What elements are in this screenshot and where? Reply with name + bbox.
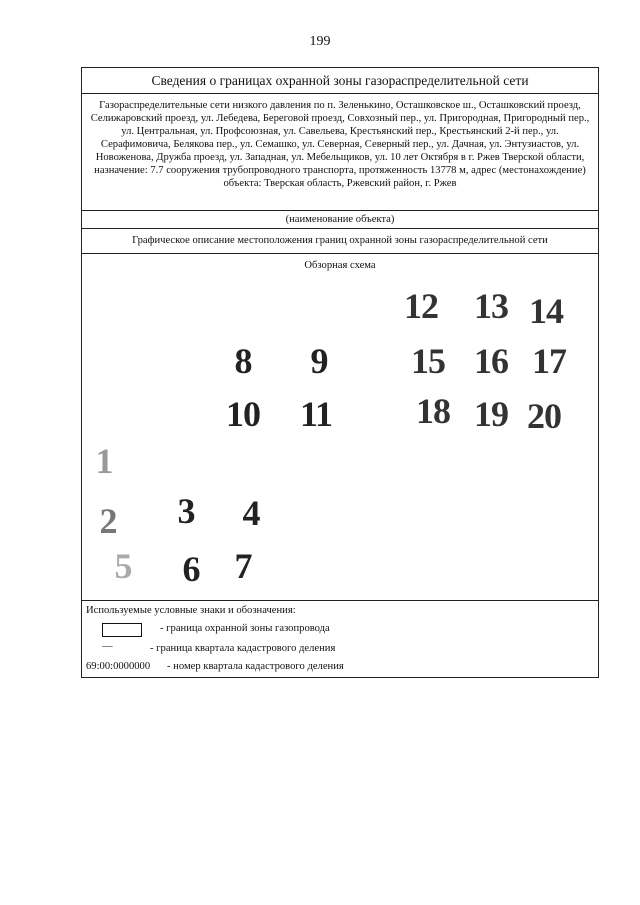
map-sheet-14: 14 <box>529 291 563 331</box>
map-sheet-11: 11 <box>299 394 333 434</box>
map-sheet-15: 15 <box>411 341 445 381</box>
map-sheet-12: 12 <box>404 286 438 326</box>
legend-text: - номер квартала кадастрового деления <box>167 661 344 672</box>
map-sheet-6: 6 <box>182 549 200 589</box>
protection-zone-symbol <box>102 623 142 637</box>
map-sheet-10: 10 <box>226 394 260 434</box>
legend-text: - граница квартала кадастрового деления <box>150 643 336 654</box>
object-caption: (наименование объекта) <box>82 211 598 229</box>
graphic-title: Графическое описание местоположения границ охранной зоны газораспределительной сети <box>82 229 598 254</box>
info-table <box>81 67 599 678</box>
map-sheet-8: 8 <box>234 341 252 381</box>
cadastral-boundary-symbol: — <box>102 641 113 652</box>
map-sheet-19: 19 <box>474 394 508 434</box>
map-sheet-5: 5 <box>114 546 132 586</box>
map-sheet-20: 20 <box>527 396 561 436</box>
cadastral-number-symbol: 69:00:0000000 <box>86 661 151 672</box>
overview-map <box>82 254 598 601</box>
map-sheet-9: 9 <box>310 341 328 381</box>
object-description: Газораспределительные сети низкого давления по п. Зеленькино, Осташковское ш., Осташковский проезд, Селижаровский проезд, ул. Лебедева, Береговой проезд, Совхозный пер., ул. Пригородная, Пригородный пер., ул. Центральная, ул. Профсоюзная, ул. Савельева, Крестьянский пер., Крестьянский 2-й пер., ул. Серафимовича, Белякова пер., ул. Семашко, ул. Северная, Северный пер., ул. Дачная, ул. Энтузиастов, ул. Новоженова, Дружба проезд, ул. Западная, ул. Мебельщиков, ул. 10 лет Октября в г. Ржев Тверской области, назначение: 7.7 сооружения трубопроводного транспорта, протяженность 13778 м, адрес (местонахождение) объекта: Тверская область, Ржевский район, г. Ржев <box>82 94 598 211</box>
map-sheet-7: 7 <box>234 546 252 586</box>
map-sheet-13: 13 <box>474 286 508 326</box>
map-sheet-18: 18 <box>416 391 450 431</box>
map-sheet-16: 16 <box>474 341 508 381</box>
map-sheet-2: 2 <box>99 501 117 541</box>
map-sheet-1: 1 <box>95 441 113 481</box>
legend-text: - граница охранной зоны газопровода <box>160 623 330 634</box>
legend <box>82 601 598 679</box>
map-subtitle: Обзорная схема <box>304 260 376 271</box>
map-sheet-4: 4 <box>242 493 260 533</box>
legend-heading: Используемые условные знаки и обозначения: <box>86 605 296 616</box>
map-sheet-17: 17 <box>532 341 566 381</box>
page-number: 199 <box>309 34 331 49</box>
table-title: Сведения о границах охранной зоны газораспределительной сети <box>82 68 598 94</box>
map-sheet-3: 3 <box>177 491 195 531</box>
